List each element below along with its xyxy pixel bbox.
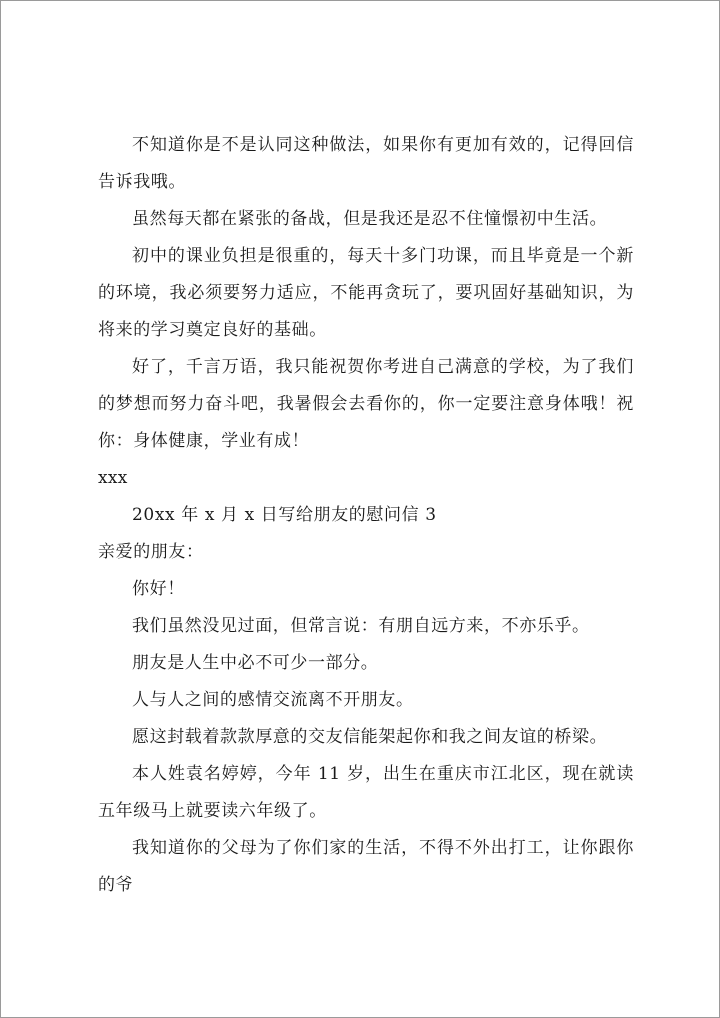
paragraph-1: 不知道你是不是认同这种做法，如果你有更加有效的，记得回信告诉我哦。 bbox=[98, 135, 634, 192]
paragraph-10: 我知道你的父母为了你们家的生活，不得不外出打工，让你跟你的爷 bbox=[98, 838, 634, 895]
letter-heading: 20xx 年 x 月 x 日写给朋友的慰问信 3 bbox=[132, 505, 437, 525]
paragraph-8: 愿这封载着款款厚意的交友信能架起你和我之间友谊的桥梁。 bbox=[132, 727, 608, 747]
paragraph-3: 初中的课业负担是很重的，每天十多门功课，而且毕竟是一个新的环境，我必须要努力适应，不能再贪玩了，要巩固好基础知识，为将来的学习奠定良好的基础。 bbox=[98, 246, 634, 340]
paragraph-5: 我们虽然没见过面，但常言说：有朋自远方来，不亦乐乎。 bbox=[132, 616, 590, 636]
paragraph-7: 人与人之间的感情交流离不开朋友。 bbox=[132, 690, 414, 710]
document-body bbox=[98, 127, 634, 904]
paragraph-4: 好了，千言万语，我只能祝贺你考进自己满意的学校，为了我们的梦想而努力奋斗吧，我暑假会去看你的，你一定要注意身体哦！祝你：身体健康，学业有成！ bbox=[98, 357, 634, 451]
paragraph-9: 本人姓袁名婷婷，今年 11 岁，出生在重庆市江北区，现在就读五年级马上就要读六年级了。 bbox=[98, 764, 634, 821]
paragraph-2: 虽然每天都在紧张的备战，但是我还是忍不住憧憬初中生活。 bbox=[132, 209, 608, 229]
greeting: 你好！ bbox=[132, 579, 185, 599]
signature: xxx bbox=[98, 468, 128, 488]
salutation: 亲爱的朋友： bbox=[98, 542, 204, 562]
paragraph-6: 朋友是人生中必不可少一部分。 bbox=[132, 653, 379, 673]
